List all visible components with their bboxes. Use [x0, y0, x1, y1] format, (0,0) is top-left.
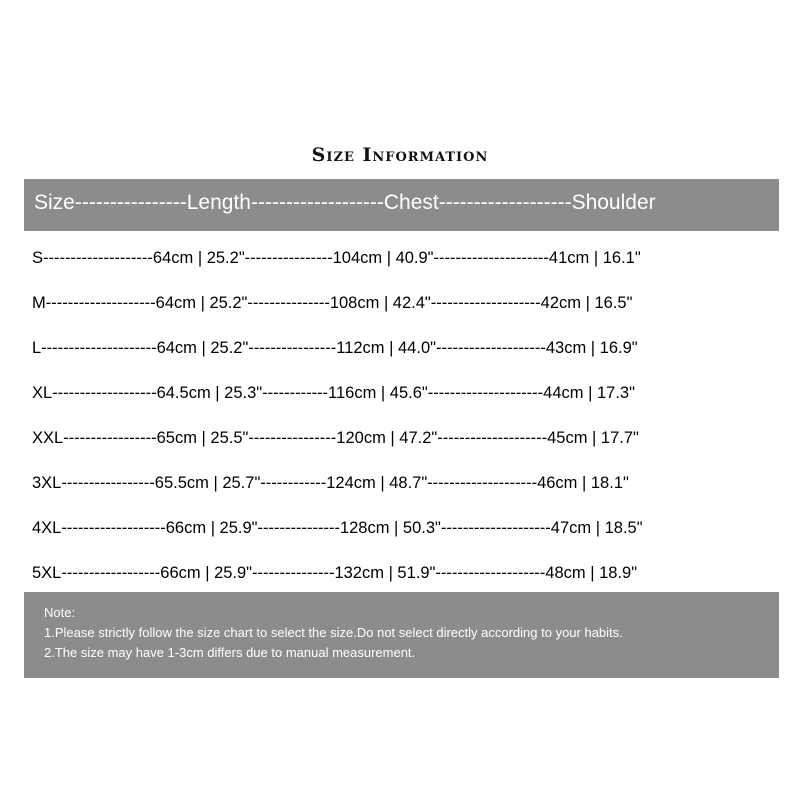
size-row-m: M--------------------64cm | 25.2"---------------108cm | 42.4"--------------------42cm | 16.5"	[32, 294, 633, 312]
size-row-xl: XL-------------------64.5cm | 25.3"------------116cm | 45.6"---------------------44cm | 17.3"	[32, 384, 635, 402]
page-title: Size Information	[311, 144, 489, 166]
size-row-s: S--------------------64cm | 25.2"----------------104cm | 40.9"---------------------41cm | 16.1"	[32, 249, 641, 267]
table-header	[24, 179, 779, 231]
note-heading: Note:	[44, 605, 76, 620]
note-line-2: 2.The size may have 1-3cm differs due to manual measurement.	[44, 645, 416, 660]
size-row-4xl: 4XL-------------------66cm | 25.9"---------------128cm | 50.3"--------------------47cm | 18.5"	[32, 519, 643, 537]
note-box	[24, 592, 779, 678]
table-header-label: Size----------------Length-------------------Chest-------------------Shoulder	[34, 191, 656, 214]
size-row-l: L---------------------64cm | 25.2"----------------112cm | 44.0"--------------------43cm | 16.9"	[32, 339, 638, 357]
size-row-xxl: XXL-----------------65cm | 25.5"----------------120cm | 47.2"--------------------45cm | 17.7"	[32, 429, 639, 447]
note-line-1: 1.Please strictly follow the size chart to select the size.Do not select directly according to your habits.	[44, 625, 623, 640]
size-row-5xl: 5XL------------------66cm | 25.9"---------------132cm | 51.9"--------------------48cm | 18.9"	[32, 564, 638, 582]
size-row-3xl: 3XL-----------------65.5cm | 25.7"------------124cm | 48.7"--------------------46cm | 18.1"	[32, 474, 629, 492]
